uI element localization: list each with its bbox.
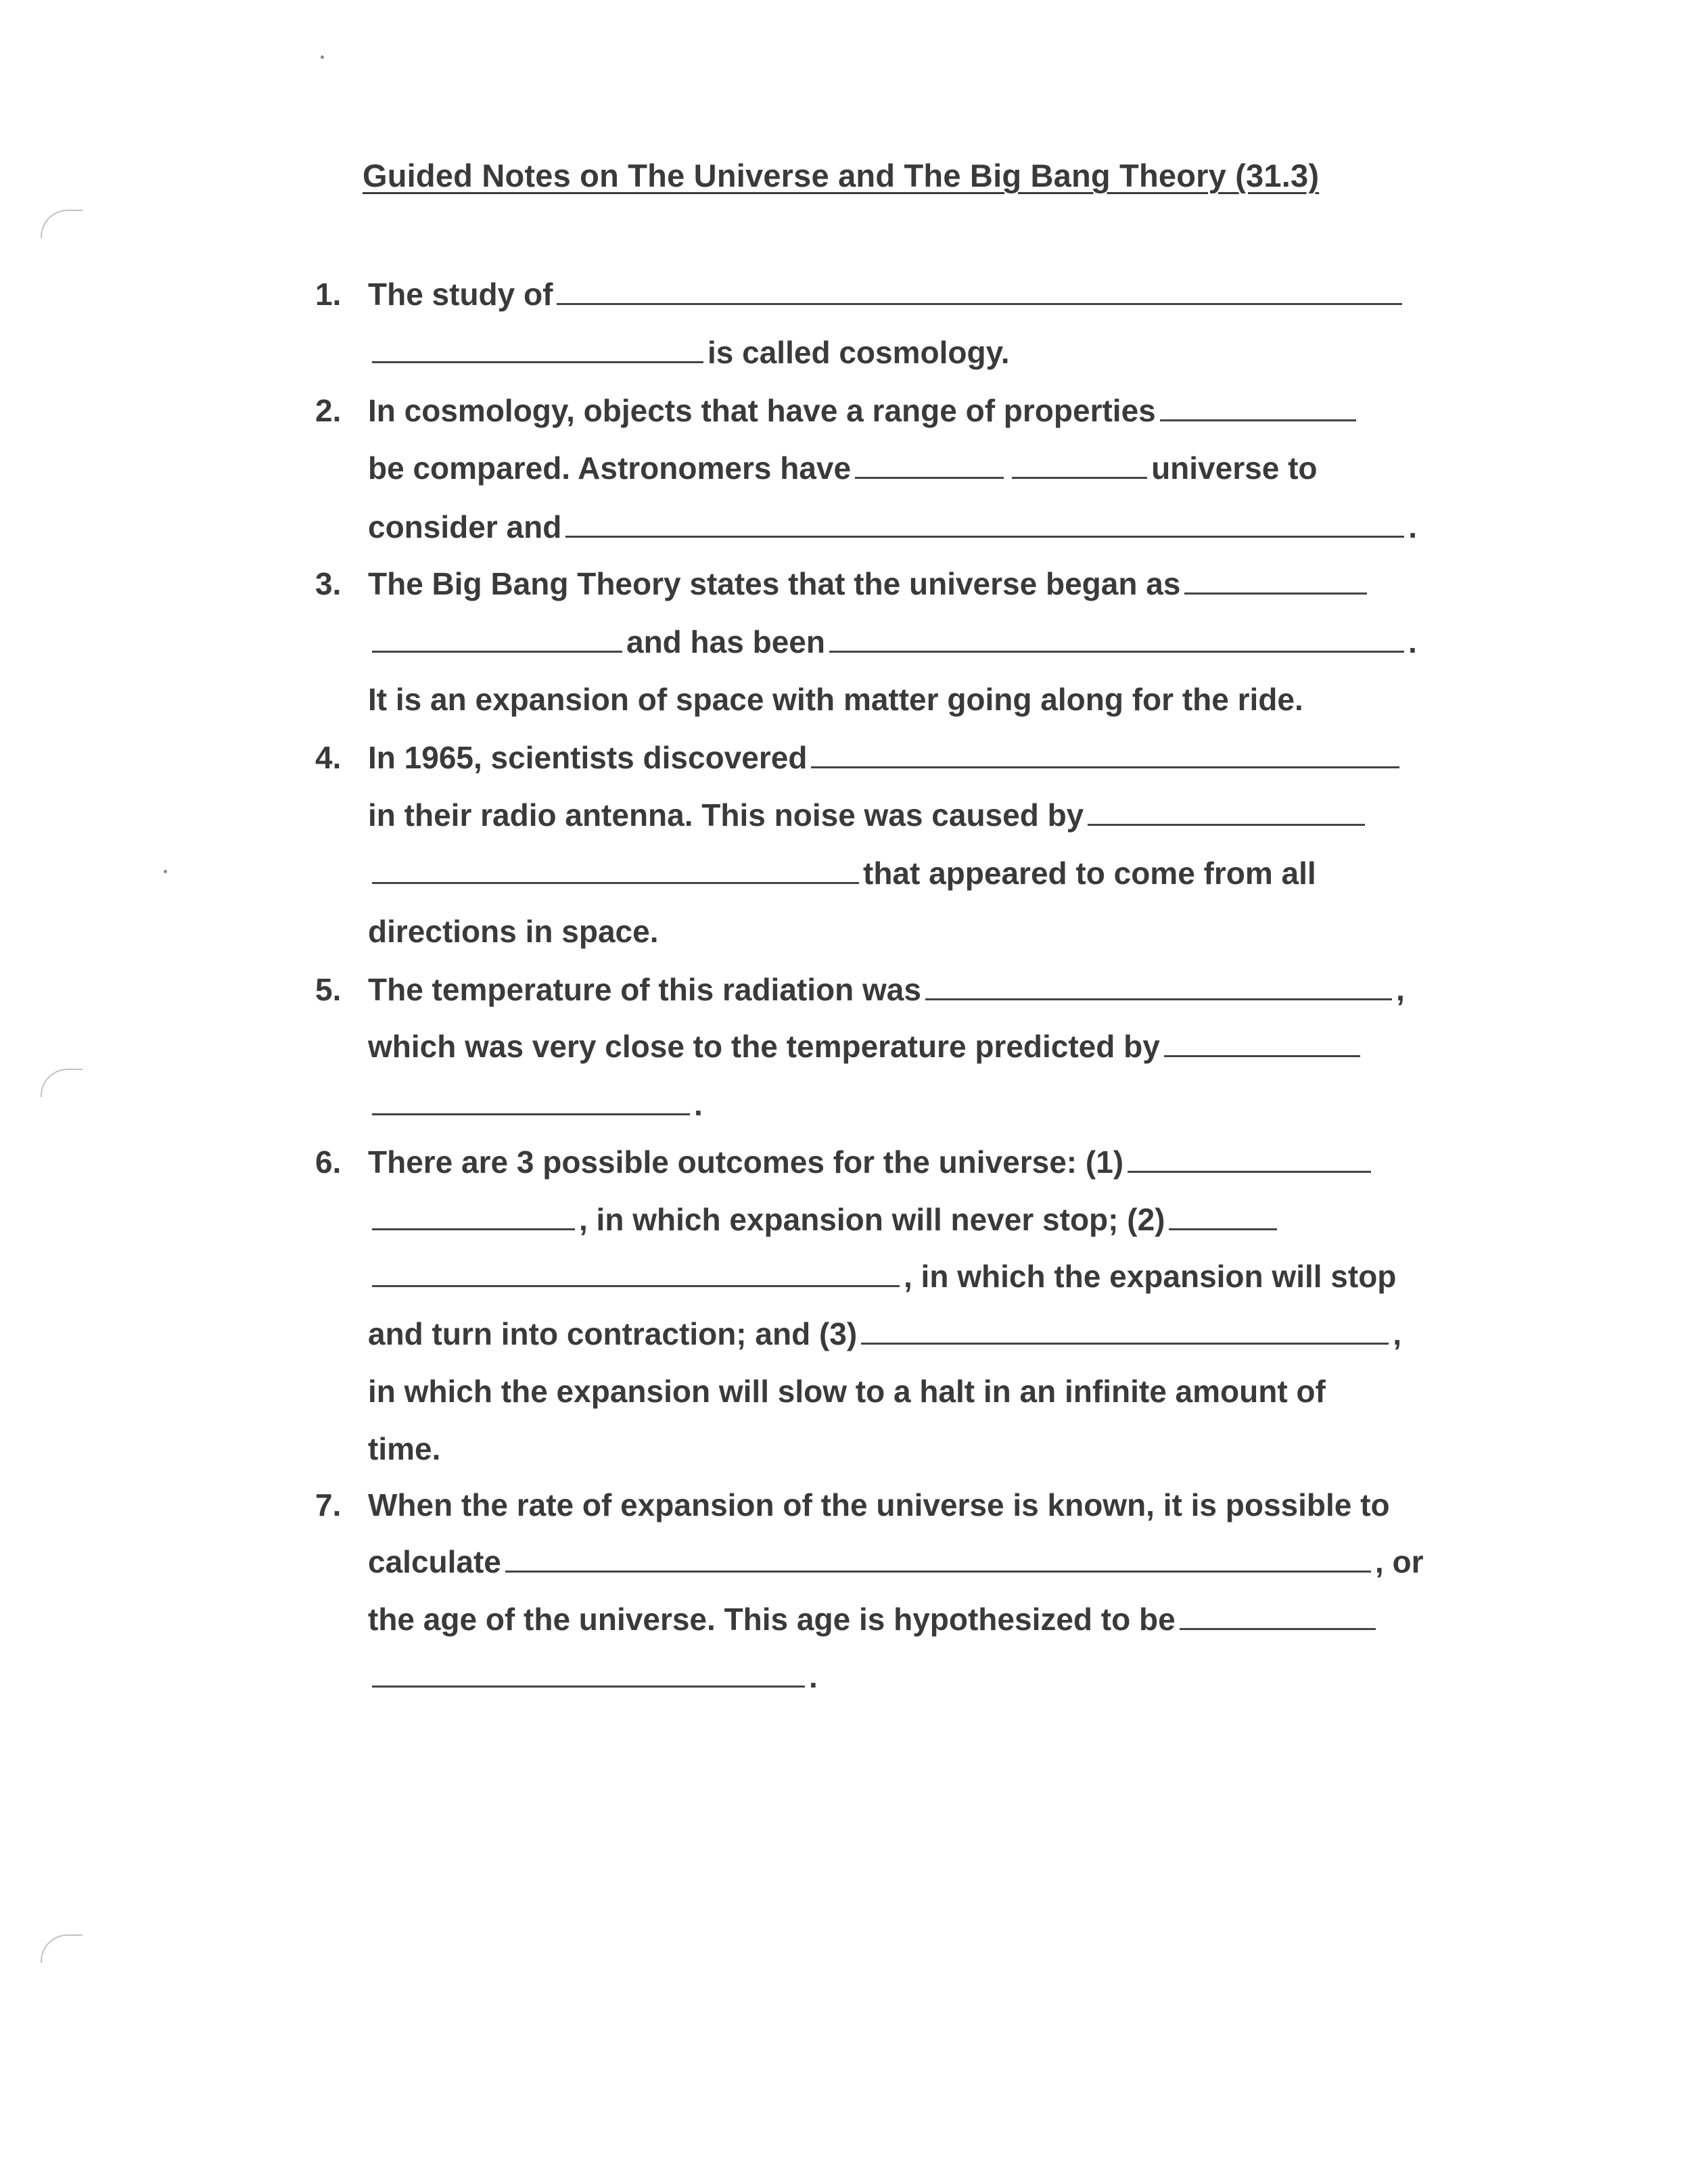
line-text: be compared. Astronomers have	[368, 450, 852, 486]
line-text: The study of	[368, 277, 553, 312]
line-text: is called cosmology.	[708, 335, 1010, 370]
note-line	[368, 1258, 1396, 1295]
fill-in-blank[interactable]	[505, 1545, 1371, 1573]
line-text: the age of the universe. This age is hypothesized to be	[368, 1602, 1176, 1637]
line-text: and turn into contraction; and (3)	[368, 1316, 858, 1351]
line-text: .	[809, 1659, 818, 1694]
fill-in-blank[interactable]	[372, 1088, 690, 1115]
item-number: 4.	[315, 740, 342, 775]
page-title: Guided Notes on The Universe and The Big Bang Theory (31.3)	[363, 158, 1320, 193]
fill-in-blank[interactable]	[565, 510, 1404, 538]
fill-in-blank[interactable]	[811, 741, 1399, 768]
note-line	[368, 1086, 703, 1123]
fill-in-blank[interactable]	[1128, 1145, 1371, 1173]
note-line	[368, 450, 1318, 486]
line-text: consider and	[368, 509, 562, 544]
line-text: .	[1408, 624, 1417, 659]
fill-in-blank[interactable]	[1012, 451, 1147, 479]
fill-in-blank[interactable]	[372, 856, 859, 884]
item-number: 3.	[315, 566, 342, 601]
line-text: ,	[1395, 972, 1405, 1007]
note-line	[368, 1601, 1380, 1637]
line-text: It is an expansion of space with matter going along for the ride.	[368, 682, 1303, 717]
fill-in-blank[interactable]	[855, 451, 1004, 479]
note-line	[368, 797, 1369, 833]
line-text: which was very close to the temperature predicted by	[368, 1029, 1160, 1064]
fill-in-blank[interactable]	[925, 973, 1392, 1000]
note-line	[368, 565, 1371, 602]
note-line	[368, 913, 658, 950]
fill-in-blank[interactable]	[372, 1203, 575, 1230]
line-text: calculate	[368, 1544, 501, 1579]
note-line	[368, 1543, 1423, 1580]
fill-in-blank[interactable]	[372, 1259, 900, 1287]
line-text: in which the expansion will slow to a halt in an infinite amount of	[368, 1374, 1326, 1409]
fill-in-blank[interactable]	[1184, 567, 1367, 595]
line-text: time.	[368, 1431, 441, 1466]
fill-in-blank[interactable]	[861, 1317, 1389, 1345]
line-text: .	[1408, 509, 1418, 544]
line-text: universe to	[1151, 450, 1318, 486]
line-text: , in which expansion will never stop; (2)	[579, 1202, 1165, 1237]
hole-punch-mark	[41, 210, 83, 238]
line-text: , in which the expansion will stop	[904, 1259, 1397, 1294]
note-line	[368, 971, 1405, 1008]
note-line	[368, 1144, 1375, 1180]
line-text: directions in space.	[368, 914, 659, 949]
note-line	[368, 624, 1417, 660]
item-number: 2.	[315, 393, 342, 428]
line-text: When the rate of expansion of the universe is known, it is possible to	[368, 1487, 1390, 1523]
note-line	[368, 509, 1417, 545]
line-text: The Big Bang Theory states that the universe began as	[368, 566, 1181, 601]
line-text: that appeared to come from all	[863, 856, 1316, 891]
fill-in-blank[interactable]	[1164, 1029, 1360, 1057]
note-line	[368, 392, 1360, 429]
scan-speck	[321, 55, 324, 59]
note-line	[368, 1201, 1281, 1238]
note-line	[368, 334, 1010, 371]
line-text: The temperature of this radiation was	[368, 972, 921, 1007]
scan-speck	[164, 870, 167, 873]
line-text: In cosmology, objects that have a range of properties	[368, 393, 1156, 428]
line-text: In 1965, scientists discovered	[368, 740, 808, 775]
hole-punch-mark	[41, 1934, 83, 1963]
note-line	[368, 1316, 1401, 1352]
item-number: 5.	[315, 972, 342, 1007]
fill-in-blank[interactable]	[372, 335, 703, 363]
note-line	[368, 681, 1303, 718]
note-line	[368, 1658, 818, 1695]
line-text: .	[694, 1087, 703, 1122]
fill-in-blank[interactable]	[1180, 1602, 1376, 1630]
line-text: and has been	[626, 624, 825, 659]
fill-in-blank[interactable]	[1088, 798, 1365, 826]
note-line	[368, 1487, 1390, 1523]
note-line	[368, 1431, 440, 1467]
note-line	[368, 739, 1404, 776]
fill-in-blank[interactable]	[557, 277, 1402, 305]
fill-in-blank[interactable]	[1169, 1203, 1277, 1230]
fill-in-blank[interactable]	[829, 625, 1404, 653]
hole-punch-mark	[41, 1069, 83, 1097]
note-line	[368, 276, 1406, 312]
note-line	[368, 1028, 1364, 1065]
line-text: in their radio antenna. This noise was caused by	[368, 797, 1084, 833]
item-number: 1.	[315, 277, 342, 312]
fill-in-blank[interactable]	[372, 625, 622, 653]
line-text: , or	[1374, 1544, 1424, 1579]
note-line	[368, 1373, 1326, 1410]
fill-in-blank[interactable]	[1160, 394, 1356, 421]
fill-in-blank[interactable]	[372, 1660, 805, 1688]
item-number: 7.	[315, 1487, 342, 1523]
line-text: There are 3 possible outcomes for the universe: (1)	[368, 1144, 1124, 1180]
note-line	[368, 855, 1316, 891]
item-number: 6.	[315, 1144, 342, 1180]
line-text: ,	[1393, 1316, 1401, 1351]
